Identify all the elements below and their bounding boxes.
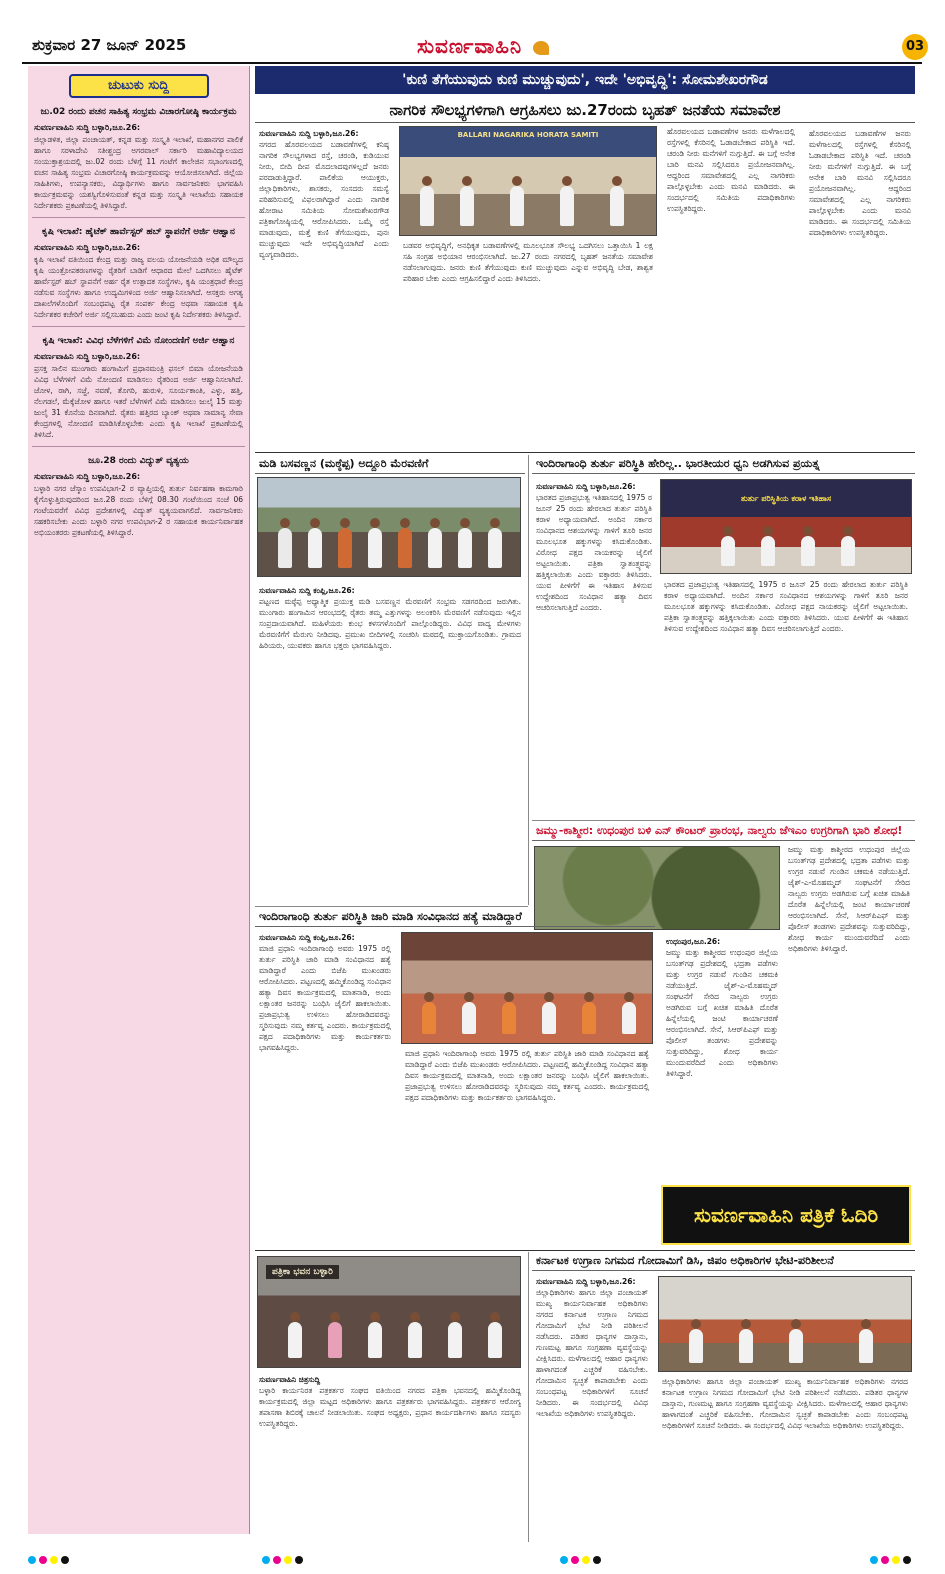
procession-photo [257, 477, 521, 577]
brief-dateline: ಸುವರ್ಣವಾಹಿನಿ ಸುದ್ದಿ ಬಳ್ಳಾರಿ,ಜೂ.26: [34, 352, 141, 361]
story-body: ಮಾಜಿ ಪ್ರಧಾನಿ ಇಂದಿರಾಗಾಂಧಿ ಅವರು 1975 ರಲ್ಲಿ ತುರ್ತು ಪರಿಸ್ಥಿತಿ ಜಾರಿ ಮಾಡಿ ಸಂವಿಧಾನದ ಹತ್ಯೆ ಮಾಡಿದ್ದಾರೆ ಎಂದು ಬಿಜೆಪಿ ಮುಖಂಡರು ಆರೋಪಿಸಿದರು. ಪಟ್ಟಣದಲ್ಲಿ ಹಮ್ಮಿಕೊಂಡಿದ್ದ ಸಂವಿಧಾನ ಹತ್ಯಾ ದಿವಸ ಕಾರ್ಯಕ್ರಮದಲ್ಲಿ ಮಾತನಾಡಿ, ಅಂದು ಲಕ್ಷಾಂತರ ಜನರನ್ನು ಬಂಧಿಸಿ ಜೈಲಿಗೆ ಹಾಕಲಾಯಿತು. ಪ್ರಜಾಪ್ರಭುತ್ವ ಉಳಿಸಲು ಹೋರಾಡಿದವರನ್ನು ಸ್ಮರಿಸುವುದು ನಮ್ಮ ಕರ್ತವ್ಯ ಎಂದರು. ಕಾರ್ಯಕ್ರಮದಲ್ಲಿ ಪಕ್ಷದ ಪದಾಧಿಕಾರಿಗಳು ಮತ್ತು ಕಾರ್ಯಕರ್ತರು ಭಾಗವಹಿಸಿದ್ದರು. [259, 944, 391, 1052]
brief-item [28, 224, 249, 320]
brief-dateline: ಸುವರ್ಣವಾಹಿನಿ ಸುದ್ದಿ ಬಳ್ಳಾರಿ,ಜೂ.26: [34, 243, 141, 252]
story-body-cont: ಭಾರತದ ಪ್ರಜಾಪ್ರಭುತ್ವ ಇತಿಹಾಸದಲ್ಲಿ 1975 ರ ಜೂನ್ 25 ರಂದು ಹೇರಲಾದ ತುರ್ತು ಪರಿಸ್ಥಿತಿ ಕರಾಳ ಅಧ್ಯಾಯವಾಗಿದೆ. ಅಂದಿನ ಸರ್ಕಾರ ಸಂವಿಧಾನದ ಆಶಯಗಳನ್ನು ಗಾಳಿಗೆ ತೂರಿ ಜನರ ಮೂಲಭೂತ ಹಕ್ಕುಗಳನ್ನು ಕಸಿದುಕೊಂಡಿತು. ವಿರೋಧ ಪಕ್ಷದ ನಾಯಕರನ್ನು ಜೈಲಿಗೆ ಅಟ್ಟಲಾಯಿತು. ಪತ್ರಿಕಾ ಸ್ವಾತಂತ್ರ್ಯವನ್ನು ಹತ್ತಿಕ್ಕಲಾಯಿತು ಎಂದು ವಕ್ತಾರರು ತಿಳಿಸಿದರು. ಯುವ ಪೀಳಿಗೆಗೆ ಈ ಇತಿಹಾಸ ತಿಳಿಸುವ ಉದ್ದೇಶದಿಂದ ಸಂವಿಧಾನ ಹತ್ಯಾ ದಿವಸ ಆಚರಿಸಲಾಗುತ್ತಿದೆ ಎಂದರು. [664, 580, 908, 633]
lead-headline: 'ಕುಣಿ ತೆಗೆಯುವುದು ಕುಣಿ ಮುಚ್ಚುವುದು', ಇದೇ 'ಅಭಿವೃದ್ಧಿ': ಸೋಮಶೇಖರಗೌಡ [255, 66, 915, 94]
brief-dateline: ಸುವರ್ಣವಾಹಿನಿ ಸುದ್ದಿ ಬಳ್ಳಾರಿ,ಜೂ.26: [34, 472, 141, 481]
lead-story [255, 126, 915, 436]
lead-subheadline: ನಾಗರಿಕ ಸೌಲಭ್ಯಗಳಿಗಾಗಿ ಆಗ್ರಹಿಸಲು ಜು.27ರಂದು ಬೃಹತ್ ಜನತೆಯ ಸಮಾವೇಶ [255, 97, 915, 123]
godown-text-right [658, 1376, 912, 1431]
divider [32, 217, 245, 218]
section-rule [532, 820, 915, 821]
column-rule [528, 1252, 529, 1542]
story-title: ಜಮ್ಮು-ಕಾಶ್ಮೀರ: ಉಧಂಪುರ ಬಳಿ ಎನ್ ಕೌಂಟರ್ ಪ್ರಾರಂಭ, ನಾಲ್ವರು ಜೆಇಎಂ ಉಗ್ರರಿಗಾಗಿ ಭಾರಿ ಶೋಧ! [532, 822, 915, 841]
story-title: ಮಡಿ ಬಸವಣ್ಣನ (ಮಠ್ಠೆಪ್ಪ) ಅದ್ದೂರಿ ಮೆರವಣಿಗೆ [255, 455, 525, 474]
story-byline: ಸುವರ್ಣವಾಹಿನಿ ಸುದ್ದಿ ಕಂಪ್ಲಿ,ಜೂ.26: [259, 933, 355, 942]
print-registration-marks [28, 1556, 69, 1564]
brief-headline: ಕೃಷಿ ಇಲಾಖೆ: ವಿವಿಧ ಬೆಳೆಗಳಿಗೆ ವಿಮೆ ನೋಂದಣಿಗೆ ಅರ್ಜಿ ಆಹ್ವಾನ [42, 336, 235, 346]
column-rule [528, 455, 529, 905]
lead-body-2: ಬಡವರ ಅಭಿವೃದ್ಧಿಗೆ, ಅನಧಿಕೃತ ಬಡಾವಣೆಗಳಲ್ಲಿ ಮೂಲಭೂತ ಸೌಲಭ್ಯ ಒದಗಿಸಲು ಒತ್ತಾಯಿಸಿ 1 ಲಕ್ಷ ಸಹಿ ಸಂಗ್ರಹ ಅಭಿಯಾನ ಆರಂಭಿಸಲಾಗಿದೆ. ಜು.27 ರಂದು ನಗರದಲ್ಲಿ ಬೃಹತ್ ಜನತೆಯ ಸಮಾವೇಶ ನಡೆಸಲಾಗುವುದು. ಜನರು ಕುಣಿ ತೆಗೆಯುವುದು ಕುಣಿ ಮುಚ್ಚುವುದು ಎನ್ನುವ ಅಭಿವೃದ್ಧಿ ಬೇಡ, ಶಾಶ್ವತ ಪರಿಹಾರ ಬೇಕು ಎಂದು ಆಗ್ರಹಿಸಲಿದ್ದಾರೆ ಎಂದು ತಿಳಿಸಿದರು. [403, 241, 653, 283]
lead-body-cont: ಹೊರವಲಯದ ಬಡಾವಣೆಗಳ ಜನರು ಮಳೆಗಾಲದಲ್ಲಿ ರಸ್ತೆಗಳಲ್ಲಿ ಕೆಸರಿನಲ್ಲಿ ಓಡಾಡಬೇಕಾದ ಪರಿಸ್ಥಿತಿ ಇದೆ. ಚರಂಡಿ ನೀರು ಮನೆಗಳಿಗೆ ನುಗ್ಗುತ್ತಿದೆ. ಈ ಬಗ್ಗೆ ಅನೇಕ ಬಾರಿ ಮನವಿ ಸಲ್ಲಿಸಿದರೂ ಪ್ರಯೋಜನವಾಗಿಲ್ಲ. ಆದ್ದರಿಂದ ಸಮಾವೇಶದಲ್ಲಿ ಎಲ್ಲ ನಾಗರಿಕರು ಪಾಲ್ಗೊಳ್ಳಬೇಕು ಎಂದು ಮನವಿ ಮಾಡಿದರು. ಈ ಸಂದರ್ಭದಲ್ಲಿ ಸಮಿತಿಯ ಪದಾಧಿಕಾರಿಗಳು ಉಪಸ್ಥಿತರಿದ್ದರು. [809, 129, 911, 237]
section-rule [255, 1250, 915, 1251]
story-byline: ಸುವರ್ಣವಾಹಿನಿ ಚಿತ್ರಸುದ್ದಿ [259, 1375, 321, 1384]
story-procession [255, 455, 525, 905]
print-registration-marks [262, 1556, 303, 1564]
story-byline: ಸುವರ್ಣವಾಹಿನಿ ಸುದ್ದಿ ಬಳ್ಳಾರಿ,ಜೂ.26: [536, 1277, 636, 1286]
photo-banner-text: ತುರ್ತು ಪರಿಸ್ಥಿತಿಯ ಕರಾಳ ಇತಿಹಾಸ [740, 494, 832, 503]
brief-body: ಬಳ್ಳಾರಿ ನಗರ ಜೆಸ್ಕಾಂ ಉಪವಿಭಾಗ-2 ರ ವ್ಯಾಪ್ತಿಯಲ್ಲಿ ತುರ್ತು ನಿರ್ವಹಣಾ ಕಾಮಗಾರಿ ಕೈಗೊಳ್ಳುತ್ತಿರುವುದರಿಂದ ಜೂ.28 ರಂದು ಬೆಳಿಗ್ಗೆ 08.30 ಗಂಟೆಯಿಂದ ಸಂಜೆ 06 ಗಂಟೆಯವರೆಗೆ ವಿವಿಧ ಪ್ರದೇಶಗಳಲ್ಲಿ ವಿದ್ಯುತ್ ವ್ಯತ್ಯಯವಾಗಲಿದೆ. ಸಾರ್ವಜನಿಕರು ಸಹಕರಿಸಬೇಕು ಎಂದು ಬಳ್ಳಾರಿ ನಗರ ಉಪವಿಭಾಗ-2 ರ ಸಹಾಯಕ ಕಾರ್ಯನಿರ್ವಾಹಕ ಅಭಿಯಂತರರು ಪ್ರಕಟಣೆಯಲ್ಲಿ ತಿಳಿಸಿದ್ದಾರೆ. [34, 484, 243, 537]
masthead [22, 34, 925, 60]
emergency2-text-right [401, 1048, 653, 1103]
emergency-text-left [532, 479, 656, 613]
photo-banner-text: BALLARI NAGARIKA HORATA SAMITI [457, 131, 599, 139]
press-club-text [255, 1372, 525, 1429]
news-brief-column [28, 66, 250, 1534]
divider [32, 326, 245, 327]
lead-body-3-wrap [663, 126, 799, 214]
brief-headline: ಕೃಷಿ ಇಲಾಖೆ: ಹೈಟೆಕ್ ಹಾರ್ವೆಸ್ಟರ್ ಹಬ್ ಸ್ಥಾಪನೆಗೆ ಅರ್ಜಿ ಆಹ್ವಾನ [42, 227, 235, 237]
story-byline: ಉಧಂಪುರ,ಜೂ.26: [666, 937, 721, 946]
procession-text-wrap [255, 583, 525, 651]
godown-text-left [532, 1274, 652, 1419]
brand-name: ಸುವರ್ಣವಾಹಿನಿ [417, 34, 523, 58]
section-rule [255, 452, 915, 453]
story-title: ಇಂದಿರಾಗಾಂಧಿ ತುರ್ತು ಪರಿಸ್ಥಿತಿ ಹೇರಿಲ್ಲ.. ಭಾರತೀಯರ ಧ್ವನಿ ಅಡಗಿಸುವ ಪ್ರಯತ್ನ [532, 455, 915, 474]
godown-photo [658, 1276, 912, 1372]
photo-sign-text: ಪತ್ರಿಕಾ ಭವನ ಬಳ್ಳಾರಿ [266, 1265, 339, 1279]
story-body: ಬಳ್ಳಾರಿ ಕಾರ್ಯನಿರತ ಪತ್ರಕರ್ತರ ಸಂಘದ ವತಿಯಿಂದ ನಗರದ ಪತ್ರಿಕಾ ಭವನದಲ್ಲಿ ಹಮ್ಮಿಕೊಂಡಿದ್ದ ಕಾರ್ಯಕ್ರಮದಲ್ಲಿ ಜಿಲ್ಲಾ ಮಟ್ಟದ ಅಧಿಕಾರಿಗಳು ಹಾಗೂ ಪತ್ರಕರ್ತರು ಭಾಗವಹಿಸಿದ್ದರು. ಪತ್ರಕರ್ತರ ಆರೋಗ್ಯ ತಪಾಸಣಾ ಶಿಬಿರಕ್ಕೆ ಚಾಲನೆ ನೀಡಲಾಯಿತು. ಸಂಘದ ಅಧ್ಯಕ್ಷರು, ಪ್ರಧಾನ ಕಾರ್ಯದರ್ಶಿಗಳು ಹಾಗೂ ಸದಸ್ಯರು ಉಪಸ್ಥಿತರಿದ್ದರು. [259, 1386, 521, 1428]
brief-item [28, 453, 249, 538]
section-rule [255, 906, 528, 907]
emergency-event-photo [660, 479, 912, 574]
news-brief-badge: ಚುಟುಕು ಸುದ್ದಿ [69, 74, 209, 98]
brief-item [28, 333, 249, 440]
story-title: ಇಂದಿರಾಗಾಂಧಿ ತುರ್ತು ಪರಿಸ್ಥಿತಿ ಜಾರಿ ಮಾಡಿ ಸಂವಿಧಾನದ ಹತ್ಯೆ ಮಾಡಿದ್ದಾರೆ [255, 908, 655, 927]
divider [32, 446, 245, 447]
encounter-text-right [784, 844, 914, 954]
brief-body: ಪ್ರಸಕ್ತ ಸಾಲಿನ ಮುಂಗಾರು ಹಂಗಾಮಿಗೆ ಪ್ರಧಾನಮಂತ್ರಿ ಫಸಲ್ ಬಿಮಾ ಯೋಜನೆಯಡಿ ವಿವಿಧ ಬೆಳೆಗಳಿಗೆ ವಿಮೆ ನೋಂದಣಿ ಮಾಡಿಸಲು ರೈತರಿಂದ ಅರ್ಜಿ ಆಹ್ವಾನಿಸಲಾಗಿದೆ. ಜೋಳ, ರಾಗಿ, ಸಜ್ಜೆ, ನವಣೆ, ತೊಗರಿ, ಹುರುಳಿ, ಸೂರ್ಯಕಾಂತಿ, ಎಳ್ಳು, ಹತ್ತಿ, ನೆಲಗಡಲೆ, ಮೆಕ್ಕೆಜೋಳ ಹಾಗೂ ಇತರೆ ಬೆಳೆಗಳಿಗೆ ವಿಮೆ ಮಾಡಿಸಲು ಜುಲೈ 15 ಮತ್ತು ಜುಲೈ 31 ಕೊನೆಯ ದಿನವಾಗಿದೆ. ರೈತರು ಹತ್ತಿರದ ಬ್ಯಾಂಕ್ ಅಥವಾ ಸಾಮಾನ್ಯ ಸೇವಾ ಕೇಂದ್ರಗಳಲ್ಲಿ ನೋಂದಣಿ ಮಾಡಿಸಿಕೊಳ್ಳಬೇಕು ಎಂದು ಕೃಷಿ ಇಲಾಖೆ ಪ್ರಕಟಣೆಯಲ್ಲಿ ತಿಳಿಸಿದೆ. [34, 364, 243, 439]
story-title: ಕರ್ನಾಟಕ ಉಗ್ರಾಣ ನಿಗಮದ ಗೋದಾಮಿಗೆ ಡಿಸಿ, ಜಿಪಂ ಅಧಿಕಾರಿಗಳ ಭೇಟಿ-ಪರಿಶೀಲನೆ [532, 1252, 915, 1271]
page-number: 03 [902, 34, 928, 60]
emergency2-text-left [255, 930, 395, 1053]
brief-item [28, 104, 249, 211]
story-byline: ಸುವರ್ಣವಾಹಿನಿ ಸುದ್ದಿ ಕಂಪ್ಲಿ,ಜೂ.26: [259, 586, 355, 595]
encounter-text-mid [662, 934, 782, 1079]
lead-body-1: ನಗರದ ಹೊರವಲಯದ ಬಡಾವಣೆಗಳಲ್ಲಿ ಕನಿಷ್ಠ ನಾಗರಿಕ ಸೌಲಭ್ಯಗಳಾದ ರಸ್ತೆ, ಚರಂಡಿ, ಕುಡಿಯುವ ನೀರು, ಬೀದಿ ದೀಪ ಮೊದಲಾದವುಗಳಿಲ್ಲದೆ ಜನರು ಪರದಾಡುತ್ತಿದ್ದಾರೆ. ಪಾಲಿಕೆಯ ಆಯುಕ್ತರು, ಜಿಲ್ಲಾಧಿಕಾರಿಗಳು, ಶಾಸಕರು, ಸಂಸದರು ಸಮಸ್ಯೆ ಪರಿಹರಿಸುವಲ್ಲಿ ವಿಫಲರಾಗಿದ್ದಾರೆ ಎಂದು ನಾಗರಿಕ ಹೋರಾಟ ಸಮಿತಿಯ ಸೋಮಶೇಖರಗೌಡ ಪತ್ರಿಕಾಗೋಷ್ಠಿಯಲ್ಲಿ ಆರೋಪಿಸಿದರು. ಒಮ್ಮೆ ರಸ್ತೆ ಮಾಡುವುದು, ಮತ್ತೆ ಕುಣಿ ತೆಗೆಯುವುದು, ಪುನಃ ಮುಚ್ಚುವುದು ಇದೇ ಅಭಿವೃದ್ಧಿಯಾಗಿದೆ ಎಂದು ವ್ಯಂಗ್ಯವಾಡಿದರು. [259, 140, 389, 259]
flame-icon [533, 41, 549, 55]
meeting-photo [401, 932, 653, 1044]
masthead-rule [22, 62, 922, 64]
story-emergency-2 [255, 908, 655, 1243]
story-byline: ಸುವರ್ಣವಾಹಿನಿ ಸುದ್ದಿ ಬಳ್ಳಾರಿ,ಜೂ.26: [536, 482, 636, 491]
brief-headline: ಜು.02 ರಂದು ಪಚನ ಸಾಹಿತ್ಯ ಸಂಭ್ರಮ ವಿಚಾರಗೋಷ್ಠಿ ಕಾರ್ಯಕ್ರಮ [40, 107, 237, 117]
print-registration-marks [560, 1556, 601, 1564]
lead-byline: ಸುವರ್ಣವಾಹಿನಿ ಸುದ್ದಿ ಬಳ್ಳಾರಿ,ಜೂ.26: [259, 129, 359, 138]
story-emergency-1 [532, 455, 915, 725]
lead-body-3: ಹೊರವಲಯದ ಬಡಾವಣೆಗಳ ಜನರು ಮಳೆಗಾಲದಲ್ಲಿ ರಸ್ತೆಗಳಲ್ಲಿ ಕೆಸರಿನಲ್ಲಿ ಓಡಾಡಬೇಕಾದ ಪರಿಸ್ಥಿತಿ ಇದೆ. ಚರಂಡಿ ನೀರು ಮನೆಗಳಿಗೆ ನುಗ್ಗುತ್ತಿದೆ. ಈ ಬಗ್ಗೆ ಅನೇಕ ಬಾರಿ ಮನವಿ ಸಲ್ಲಿಸಿದರೂ ಪ್ರಯೋಜನವಾಗಿಲ್ಲ. ಆದ್ದರಿಂದ ಸಮಾವೇಶದಲ್ಲಿ ಎಲ್ಲ ನಾಗರಿಕರು ಪಾಲ್ಗೊಳ್ಳಬೇಕು ಎಂದು ಮನವಿ ಮಾಡಿದರು. ಈ ಸಂದರ್ಭದಲ್ಲಿ ಸಮಿತಿಯ ಪದಾಧಿಕಾರಿಗಳು ಉಪಸ್ಥಿತರಿದ್ದರು. [667, 127, 795, 213]
press-club-photo [257, 1256, 521, 1368]
story-body: ಭಾರತದ ಪ್ರಜಾಪ್ರಭುತ್ವ ಇತಿಹಾಸದಲ್ಲಿ 1975 ರ ಜೂನ್ 25 ರಂದು ಹೇರಲಾದ ತುರ್ತು ಪರಿಸ್ಥಿತಿ ಕರಾಳ ಅಧ್ಯಾಯವಾಗಿದೆ. ಅಂದಿನ ಸರ್ಕಾರ ಸಂವಿಧಾನದ ಆಶಯಗಳನ್ನು ಗಾಳಿಗೆ ತೂರಿ ಜನರ ಮೂಲಭೂತ ಹಕ್ಕುಗಳನ್ನು ಕಸಿದುಕೊಂಡಿತು. ವಿರೋಧ ಪಕ್ಷದ ನಾಯಕರನ್ನು ಜೈಲಿಗೆ ಅಟ್ಟಲಾಯಿತು. ಪತ್ರಿಕಾ ಸ್ವಾತಂತ್ರ್ಯವನ್ನು ಹತ್ತಿಕ್ಕಲಾಯಿತು ಎಂದು ವಕ್ತಾರರು ತಿಳಿಸಿದರು. ಯುವ ಪೀಳಿಗೆಗೆ ಈ ಇತಿಹಾಸ ತಿಳಿಸುವ ಉದ್ದೇಶದಿಂದ ಸಂವಿಧಾನ ಹತ್ಯಾ ದಿವಸ ಆಚರಿಸಲಾಗುತ್ತಿದೆ ಎಂದರು. [536, 493, 652, 612]
issue-date: ಶುಕ್ರವಾರ 27 ಜೂನ್ 2025 [32, 36, 187, 54]
emergency-text-right [660, 579, 912, 634]
brief-body: ಜಿಲ್ಲಾಡಳಿತ, ಜಿಲ್ಲಾ ಪಂಚಾಯತ್, ಕನ್ನಡ ಮತ್ತು ಸಂಸ್ಕೃತಿ ಇಲಾಖೆ, ಮಹಾನಗರ ಪಾಲಿಕೆ ಹಾಗೂ ಸರಳಾದೇವಿ ಸತೀಶ್ಚಂದ್ರ ಅಗರವಾಲ್ ಸರ್ಕಾರಿ ಮಹಾವಿದ್ಯಾಲಯದ ಸಂಯುಕ್ತಾಶ್ರಯದಲ್ಲಿ ಜು.02 ರಂದು ಬೆಳಿಗ್ಗೆ 11 ಗಂಟೆಗೆ ಕಾಲೇಜಿನ ಸಭಾಂಗಣದಲ್ಲಿ ವಚನ ಸಾಹಿತ್ಯ ಸಂಭ್ರಮ ವಿಚಾರಗೋಷ್ಠಿ ಕಾರ್ಯಕ್ರಮವನ್ನು ಆಯೋಜಿಸಲಾಗಿದೆ. ಜಿಲ್ಲೆಯ ಸಾಹಿತಿಗಳು, ಉಪನ್ಯಾಸಕರು, ವಿದ್ಯಾರ್ಥಿಗಳು ಹಾಗೂ ಸಾರ್ವಜನಿಕರು ಭಾಗವಹಿಸಿ ಕಾರ್ಯಕ್ರಮವನ್ನು ಯಶಸ್ವಿಗೊಳಿಸುವಂತೆ ಕನ್ನಡ ಮತ್ತು ಸಂಸ್ಕೃತಿ ಇಲಾಖೆಯ ಸಹಾಯಕ ನಿರ್ದೇಶಕರು ಪ್ರಕಟಣೆಯಲ್ಲಿ ತಿಳಿಸಿದ್ದಾರೆ. [34, 135, 243, 210]
brief-headline: ಜೂ.28 ರಂದು ವಿದ್ಯುತ್ ವ್ಯತ್ಯಯ [88, 456, 189, 466]
lead-body-2-wrap [399, 240, 657, 284]
story-godown-visit [532, 1252, 915, 1542]
story-body-cont: ಜಮ್ಮು ಮತ್ತು ಕಾಶ್ಮೀರದ ಉಧಂಪುರ ಜಿಲ್ಲೆಯ ಬಸಂತ್‌ಗಢ ಪ್ರದೇಶದಲ್ಲಿ ಭದ್ರತಾ ಪಡೆಗಳು ಮತ್ತು ಉಗ್ರರ ನಡುವೆ ಗುಂಡಿನ ಚಕಮಕಿ ನಡೆಯುತ್ತಿದೆ. ಜೈಶ್-ಎ-ಮೊಹಮ್ಮದ್ ಸಂಘಟನೆಗೆ ಸೇರಿದ ನಾಲ್ವರು ಉಗ್ರರು ಅಡಗಿರುವ ಬಗ್ಗೆ ಖಚಿತ ಮಾಹಿತಿ ದೊರೆತ ಹಿನ್ನೆಲೆಯಲ್ಲಿ ಜಂಟಿ ಕಾರ್ಯಾಚರಣೆ ಆರಂಭಿಸಲಾಗಿದೆ. ಸೇನೆ, ಸಿಆರ್‌ಪಿಎಫ್ ಮತ್ತು ಪೊಲೀಸ್ ತಂಡಗಳು ಪ್ರದೇಶವನ್ನು ಸುತ್ತುವರಿದಿದ್ದು, ಶೋಧ ಕಾರ್ಯ ಮುಂದುವರೆದಿದೆ ಎಂದು ಅಧಿಕಾರಿಗಳು ತಿಳಿಸಿದ್ದಾರೆ. [666, 948, 778, 1078]
press-meet-photo [399, 126, 657, 236]
brand-logo [417, 34, 552, 58]
story-body: ಪಟ್ಟಣದ ಮಠ್ಠೆಪ್ಪ ಅಧ್ಯಾತ್ಮಿಕ ಪ್ರಯುಕ್ತ ಮಡಿ ಬಸವಣ್ಣನ ಮೆರವಣಿಗೆ ಸಂಭ್ರಮ ಸಡಗರದಿಂದ ಜರುಗಿತು. ಮುಂಗಾರು ಹಂಗಾಮಿನ ಆರಂಭದಲ್ಲಿ ರೈತರು ತಮ್ಮ ಎತ್ತುಗಳನ್ನು ಅಲಂಕರಿಸಿ ಮೆರವಣಿಗೆ ನಡೆಸುವುದು ಇಲ್ಲಿನ ಸಂಪ್ರದಾಯವಾಗಿದೆ. ಮಹಿಳೆಯರು ಕುಂಭ ಕಳಸಗಳೊಂದಿಗೆ ಪಾಲ್ಗೊಂಡಿದ್ದರು. ವಿವಿಧ ವಾದ್ಯ ಮೇಳಗಳು ಮೆರವಣಿಗೆಗೆ ಮೆರುಗು ನೀಡಿದವು. ಪ್ರಮುಖ ಬೀದಿಗಳಲ್ಲಿ ಸಂಚರಿಸಿ ಮಠದಲ್ಲಿ ಮುಕ್ತಾಯಗೊಂಡಿತು. ಗ್ರಾಮದ ಹಿರಿಯರು, ಯುವಕರು ಹಾಗೂ ಭಕ್ತರು ಭಾಗವಹಿಸಿದ್ದರು. [259, 597, 521, 650]
print-registration-marks [870, 1556, 911, 1564]
story-body: ಜಿಲ್ಲಾಧಿಕಾರಿಗಳು ಹಾಗೂ ಜಿಲ್ಲಾ ಪಂಚಾಯತ್ ಮುಖ್ಯ ಕಾರ್ಯನಿರ್ವಾಹಕ ಅಧಿಕಾರಿಗಳು ನಗರದ ಕರ್ನಾಟಕ ಉಗ್ರಾಣ ನಿಗಮದ ಗೋದಾಮಿಗೆ ಭೇಟಿ ನೀಡಿ ಪರಿಶೀಲನೆ ನಡೆಸಿದರು. ಪಡಿತರ ಧಾನ್ಯಗಳ ದಾಸ್ತಾನು, ಗುಣಮಟ್ಟ ಹಾಗೂ ಸಂಗ್ರಹಣಾ ವ್ಯವಸ್ಥೆಯನ್ನು ವೀಕ್ಷಿಸಿದರು. ಮಳೆಗಾಲದಲ್ಲಿ ಆಹಾರ ಧಾನ್ಯಗಳು ಹಾಳಾಗದಂತೆ ಎಚ್ಚರಿಕೆ ವಹಿಸಬೇಕು. ಗೋದಾಮಿನ ಸ್ವಚ್ಛತೆ ಕಾಪಾಡಬೇಕು ಎಂದು ಸಂಬಂಧಪಟ್ಟ ಅಧಿಕಾರಿಗಳಿಗೆ ಸೂಚನೆ ನೀಡಿದರು. ಈ ಸಂದರ್ಭದಲ್ಲಿ ವಿವಿಧ ಇಲಾಖೆಯ ಅಧಿಕಾರಿಗಳು ಉಪಸ್ಥಿತರಿದ್ದರು. [536, 1288, 648, 1418]
story-body-cont: ಜಿಲ್ಲಾಧಿಕಾರಿಗಳು ಹಾಗೂ ಜಿಲ್ಲಾ ಪಂಚಾಯತ್ ಮುಖ್ಯ ಕಾರ್ಯನಿರ್ವಾಹಕ ಅಧಿಕಾರಿಗಳು ನಗರದ ಕರ್ನಾಟಕ ಉಗ್ರಾಣ ನಿಗಮದ ಗೋದಾಮಿಗೆ ಭೇಟಿ ನೀಡಿ ಪರಿಶೀಲನೆ ನಡೆಸಿದರು. ಪಡಿತರ ಧಾನ್ಯಗಳ ದಾಸ್ತಾನು, ಗುಣಮಟ್ಟ ಹಾಗೂ ಸಂಗ್ರಹಣಾ ವ್ಯವಸ್ಥೆಯನ್ನು ವೀಕ್ಷಿಸಿದರು. ಮಳೆಗಾಲದಲ್ಲಿ ಆಹಾರ ಧಾನ್ಯಗಳು ಹಾಳಾಗದಂತೆ ಎಚ್ಚರಿಕೆ ವಹಿಸಬೇಕು. ಗೋದಾಮಿನ ಸ್ವಚ್ಛತೆ ಕಾಪಾಡಬೇಕು ಎಂದು ಸಂಬಂಧಪಟ್ಟ ಅಧಿಕಾರಿಗಳಿಗೆ ಸೂಚನೆ ನೀಡಿದರು. ಈ ಸಂದರ್ಭದಲ್ಲಿ ವಿವಿಧ ಇಲಾಖೆಯ ಅಧಿಕಾರಿಗಳು ಉಪಸ್ಥಿತರಿದ್ದರು. [662, 1377, 908, 1430]
story-body-cont: ಮಾಜಿ ಪ್ರಧಾನಿ ಇಂದಿರಾಗಾಂಧಿ ಅವರು 1975 ರಲ್ಲಿ ತುರ್ತು ಪರಿಸ್ಥಿತಿ ಜಾರಿ ಮಾಡಿ ಸಂವಿಧಾನದ ಹತ್ಯೆ ಮಾಡಿದ್ದಾರೆ ಎಂದು ಬಿಜೆಪಿ ಮುಖಂಡರು ಆರೋಪಿಸಿದರು. ಪಟ್ಟಣದಲ್ಲಿ ಹಮ್ಮಿಕೊಂಡಿದ್ದ ಸಂವಿಧಾನ ಹತ್ಯಾ ದಿವಸ ಕಾರ್ಯಕ್ರಮದಲ್ಲಿ ಮಾತನಾಡಿ, ಅಂದು ಲಕ್ಷಾಂತರ ಜನರನ್ನು ಬಂಧಿಸಿ ಜೈಲಿಗೆ ಹಾಕಲಾಯಿತು. ಪ್ರಜಾಪ್ರಭುತ್ವ ಉಳಿಸಲು ಹೋರಾಡಿದವರನ್ನು ಸ್ಮರಿಸುವುದು ನಮ್ಮ ಕರ್ತವ್ಯ ಎಂದರು. ಕಾರ್ಯಕ್ರಮದಲ್ಲಿ ಪಕ್ಷದ ಪದಾಧಿಕಾರಿಗಳು ಮತ್ತು ಕಾರ್ಯಕರ್ತರು ಭಾಗವಹಿಸಿದ್ದರು. [405, 1049, 649, 1102]
story-body: ಜಮ್ಮು ಮತ್ತು ಕಾಶ್ಮೀರದ ಉಧಂಪುರ ಜಿಲ್ಲೆಯ ಬಸಂತ್‌ಗಢ ಪ್ರದೇಶದಲ್ಲಿ ಭದ್ರತಾ ಪಡೆಗಳು ಮತ್ತು ಉಗ್ರರ ನಡುವೆ ಗುಂಡಿನ ಚಕಮಕಿ ನಡೆಯುತ್ತಿದೆ. ಜೈಶ್-ಎ-ಮೊಹಮ್ಮದ್ ಸಂಘಟನೆಗೆ ಸೇರಿದ ನಾಲ್ವರು ಉಗ್ರರು ಅಡಗಿರುವ ಬಗ್ಗೆ ಖಚಿತ ಮಾಹಿತಿ ದೊರೆತ ಹಿನ್ನೆಲೆಯಲ್ಲಿ ಜಂಟಿ ಕಾರ್ಯಾಚರಣೆ ಆರಂಭಿಸಲಾಗಿದೆ. ಸೇನೆ, ಸಿಆರ್‌ಪಿಎಫ್ ಮತ್ತು ಪೊಲೀಸ್ ತಂಡಗಳು ಪ್ರದೇಶವನ್ನು ಸುತ್ತುವರಿದಿದ್ದು, ಶೋಧ ಕಾರ್ಯ ಮುಂದುವರೆದಿದೆ ಎಂದು ಅಧಿಕಾರಿಗಳು ತಿಳಿಸಿದ್ದಾರೆ. [788, 845, 910, 953]
story-press-club [255, 1252, 525, 1542]
brief-dateline: ಸುವರ್ಣವಾಹಿನಿ ಸುದ್ದಿ ಬಳ್ಳಾರಿ,ಜೂ.26: [34, 123, 141, 132]
brief-body: ಕೃಷಿ ಇಲಾಖೆ ವತಿಯಿಂದ ಕೇಂದ್ರ ಮತ್ತು ರಾಜ್ಯ ವಲಯ ಯೋಜನೆಯಡಿ ಅಧಿಕ ಮೌಲ್ಯದ ಕೃಷಿ ಯಂತ್ರೋಪಕರಣಗಳನ್ನು ರೈತರಿಗೆ ಬಾಡಿಗೆ ಆಧಾರದ ಮೇಲೆ ಒದಗಿಸಲು ಹೈಟೆಕ್ ಹಾರ್ವೆಸ್ಟರ್ ಹಬ್ ಸ್ಥಾಪನೆಗೆ ಅರ್ಹ ರೈತ ಉತ್ಪಾದಕ ಸಂಸ್ಥೆಗಳು, ಕೃಷಿ ಯಂತ್ರಧಾರೆ ಕೇಂದ್ರ ನಡೆಸುವ ಸಂಸ್ಥೆಗಳು ಹಾಗೂ ಉದ್ಯಮಿಗಳಿಂದ ಅರ್ಜಿ ಆಹ್ವಾನಿಸಲಾಗಿದೆ. ಆಸಕ್ತರು ಅಗತ್ಯ ದಾಖಲೆಗಳೊಂದಿಗೆ ಸಂಬಂಧಪಟ್ಟ ರೈತ ಸಂಪರ್ಕ ಕೇಂದ್ರ ಅಥವಾ ಸಹಾಯಕ ಕೃಷಿ ನಿರ್ದೇಶಕರ ಕಚೇರಿಗೆ ಅರ್ಜಿ ಸಲ್ಲಿಸಬಹುದು ಎಂದು ಜಂಟಿ ಕೃಷಿ ನಿರ್ದೇಶಕರು ತಿಳಿಸಿದ್ದಾರೆ. [34, 255, 243, 319]
newspaper-promo-ad: ಸುವರ್ಣವಾಹಿನಿ ಪತ್ರಿಕೆ ಓದಿರಿ [661, 1185, 911, 1245]
